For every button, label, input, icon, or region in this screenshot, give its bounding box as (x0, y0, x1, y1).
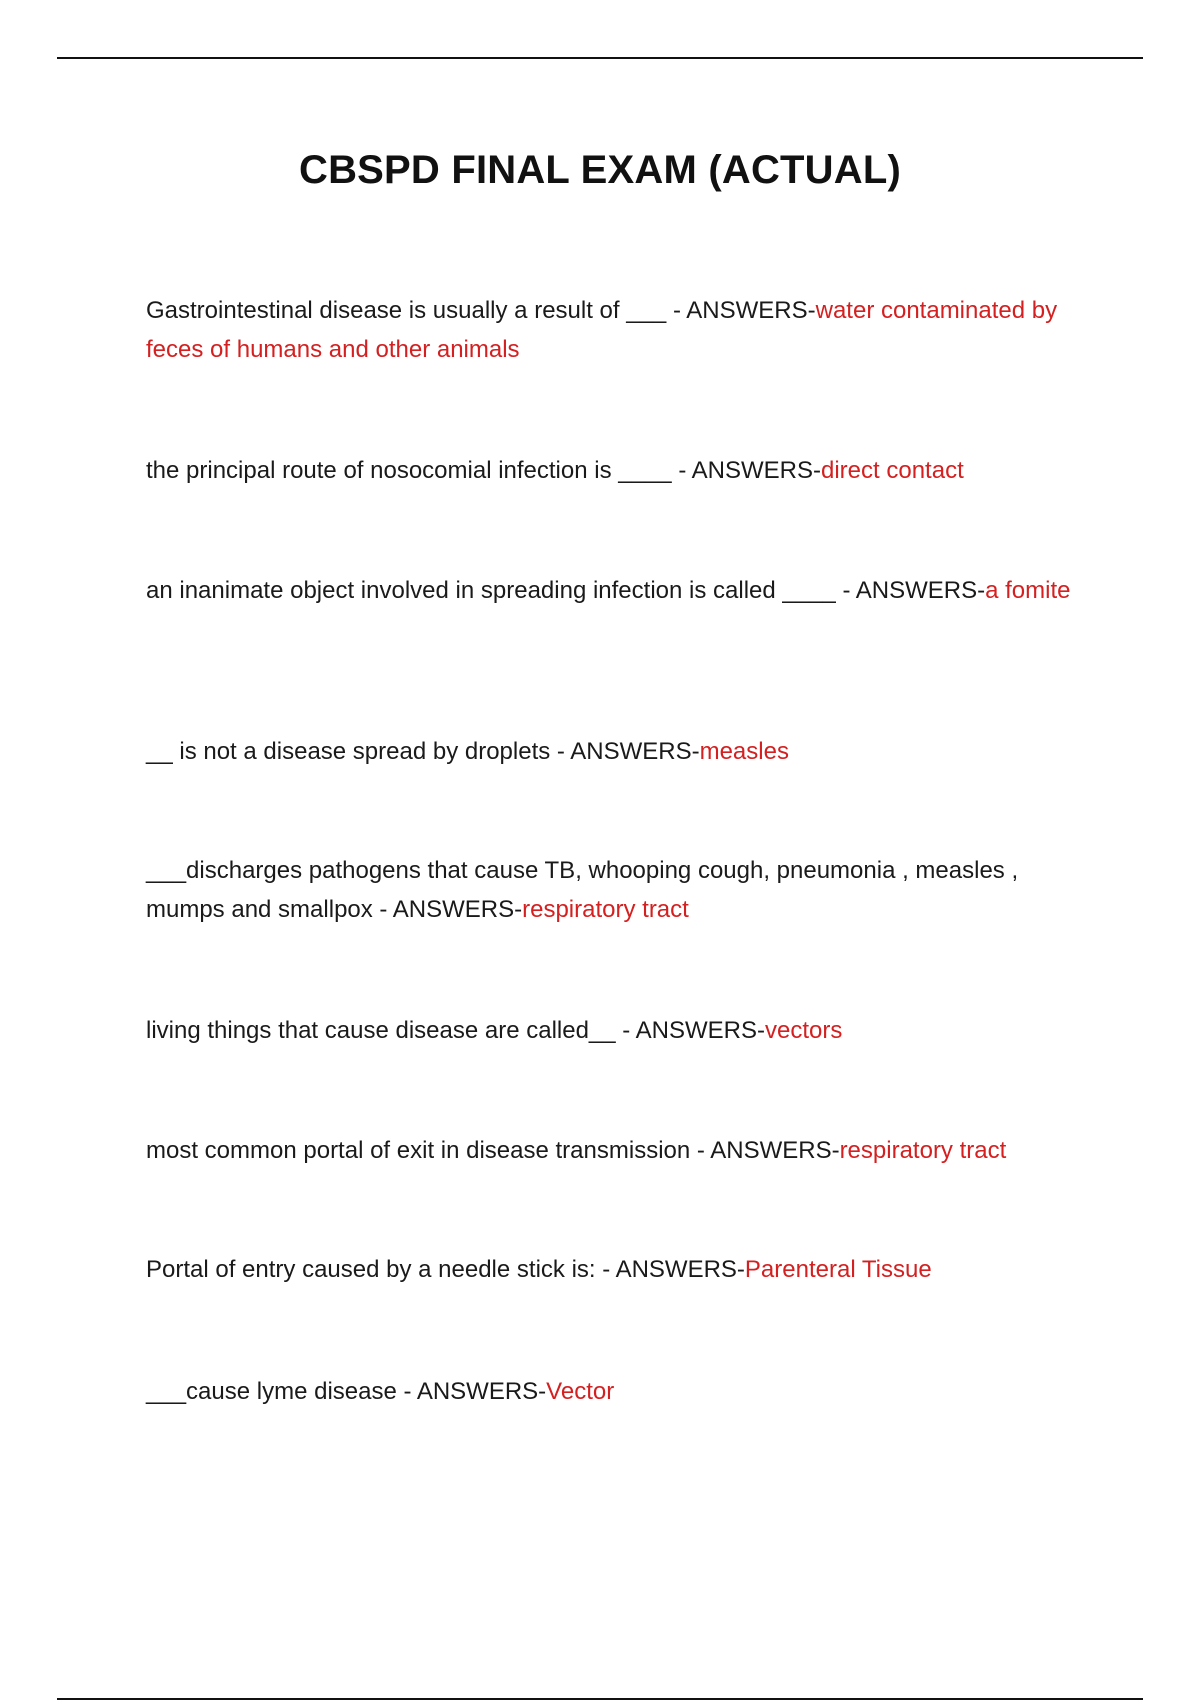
header-rule (57, 57, 1143, 59)
answer-text: respiratory tract (839, 1137, 1007, 1164)
qa-item (146, 1372, 1091, 1411)
document-title: CBSPD FINAL EXAM (ACTUAL) (298, 148, 901, 192)
qa-item (146, 851, 1091, 929)
qa-item (146, 571, 1091, 610)
answer-text: Vector (546, 1378, 615, 1405)
question-text: ___cause lyme disease - ANSWERS- (146, 1378, 547, 1405)
answer-text: water contaminated by feces of humans and other animals (146, 297, 1058, 363)
answer-text: a fomite (985, 577, 1071, 604)
question-text: most common portal of exit in disease transmission - ANSWERS- (146, 1137, 840, 1164)
question-text: Portal of entry caused by a needle stick is: - ANSWERS- (146, 1256, 745, 1283)
question-text: Gastrointestinal disease is usually a result of ___ - ANSWERS- (146, 297, 816, 324)
answer-text: measles (699, 738, 789, 765)
question-text: __ is not a disease spread by droplets - ANSWERS- (146, 738, 700, 765)
question-text: ___discharges pathogens that cause TB, whooping cough, pneumonia , measles , mumps and smallpox - ANSWERS- (146, 857, 1019, 923)
question-text: an inanimate object involved in spreading infection is called ____ - ANSWERS- (146, 577, 986, 604)
answer-text: direct contact (821, 457, 964, 484)
answer-text: respiratory tract (522, 896, 689, 923)
qa-item (146, 1011, 1091, 1050)
qa-item (146, 291, 1091, 369)
question-text: the principal route of nosocomial infection is ____ - ANSWERS- (146, 457, 821, 484)
qa-item (146, 732, 1091, 771)
qa-item (146, 1131, 1091, 1170)
answer-text: Parenteral Tissue (744, 1256, 932, 1283)
qa-item (146, 1250, 1091, 1289)
answer-text: vectors (764, 1017, 843, 1044)
qa-item (146, 451, 1091, 490)
question-text: living things that cause disease are called__ - ANSWERS- (146, 1017, 765, 1044)
